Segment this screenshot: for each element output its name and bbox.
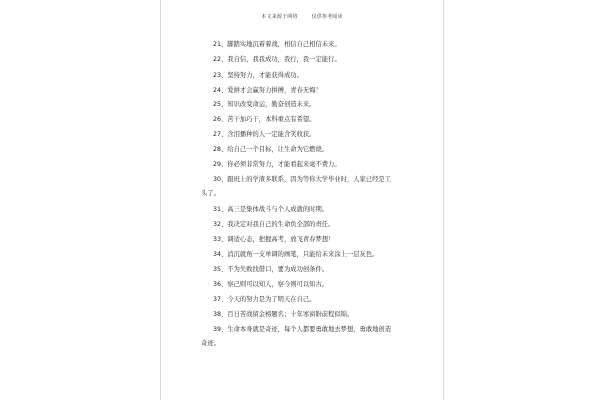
quote-line-23: 23、坚持努力，才能获得成功。 bbox=[213, 72, 303, 79]
quote-line-21: 21、脚踏实地沉着着战，相信自己相信未来。 bbox=[213, 41, 341, 48]
quote-line-30: 30、跟班上的学渣多联系，因为等你大学毕业时，人家已经是工 bbox=[213, 176, 392, 183]
quote-line-31: 31、高三是集体战斗与个人成就的时期。 bbox=[213, 206, 329, 213]
quote-line-22: 22、我自信，我我成功，我行，我一定能行。 bbox=[213, 56, 341, 63]
header-source-note: 本文来源于网络 bbox=[261, 14, 298, 20]
quote-line-39-continued: 奇迹。 bbox=[201, 340, 220, 347]
quote-line-32: 32、我决定对我自己的生命负全部的责任。 bbox=[213, 221, 335, 228]
quote-line-34: 34、消沉就角一支单调的画笔，只能给未来涂上一层灰色。 bbox=[213, 251, 379, 258]
page-header bbox=[161, 13, 443, 20]
quote-line-30-continued: 头了。 bbox=[201, 190, 220, 197]
quote-line-25: 25、知识改变命运，勤奋创造未来。 bbox=[213, 101, 316, 108]
quote-line-36: 36、察己则可以知人，察今则可以知古。 bbox=[213, 281, 329, 288]
quote-line-35: 35、不为失败找借口，要为成功创条件。 bbox=[213, 266, 329, 273]
quote-line-27: 27、含泪播种的人一定能含笑收获。 bbox=[213, 131, 316, 138]
document-page bbox=[160, 0, 444, 400]
quote-line-38: 38、百日苦战留金榜题名；十年寒窗盼前程似锦。 bbox=[213, 311, 354, 318]
quote-line-39: 39、生命本身就是奇迹，每个人都要勇敢地去梦想，勇敢地创造 bbox=[213, 326, 392, 333]
quote-line-37: 37、今天的努力是为了明天在自己。 bbox=[213, 296, 316, 303]
quote-line-28: 28、给自己一个目标，让生命为它燃烧。 bbox=[213, 146, 329, 153]
quote-line-24: 24、爱拼才会赢努力拼搏，青春无悔！ bbox=[213, 87, 322, 94]
quote-line-26: 26、苦干加巧干，本科重点有希望。 bbox=[213, 116, 316, 123]
quote-line-33: 33、调适心态，把握高考，放飞青春梦想！ bbox=[213, 236, 335, 243]
header-reference-note: 仅供参考阅读 bbox=[311, 14, 343, 20]
quote-line-29: 29、你必须非常努力，才能看起来毫不费力。 bbox=[213, 161, 341, 168]
